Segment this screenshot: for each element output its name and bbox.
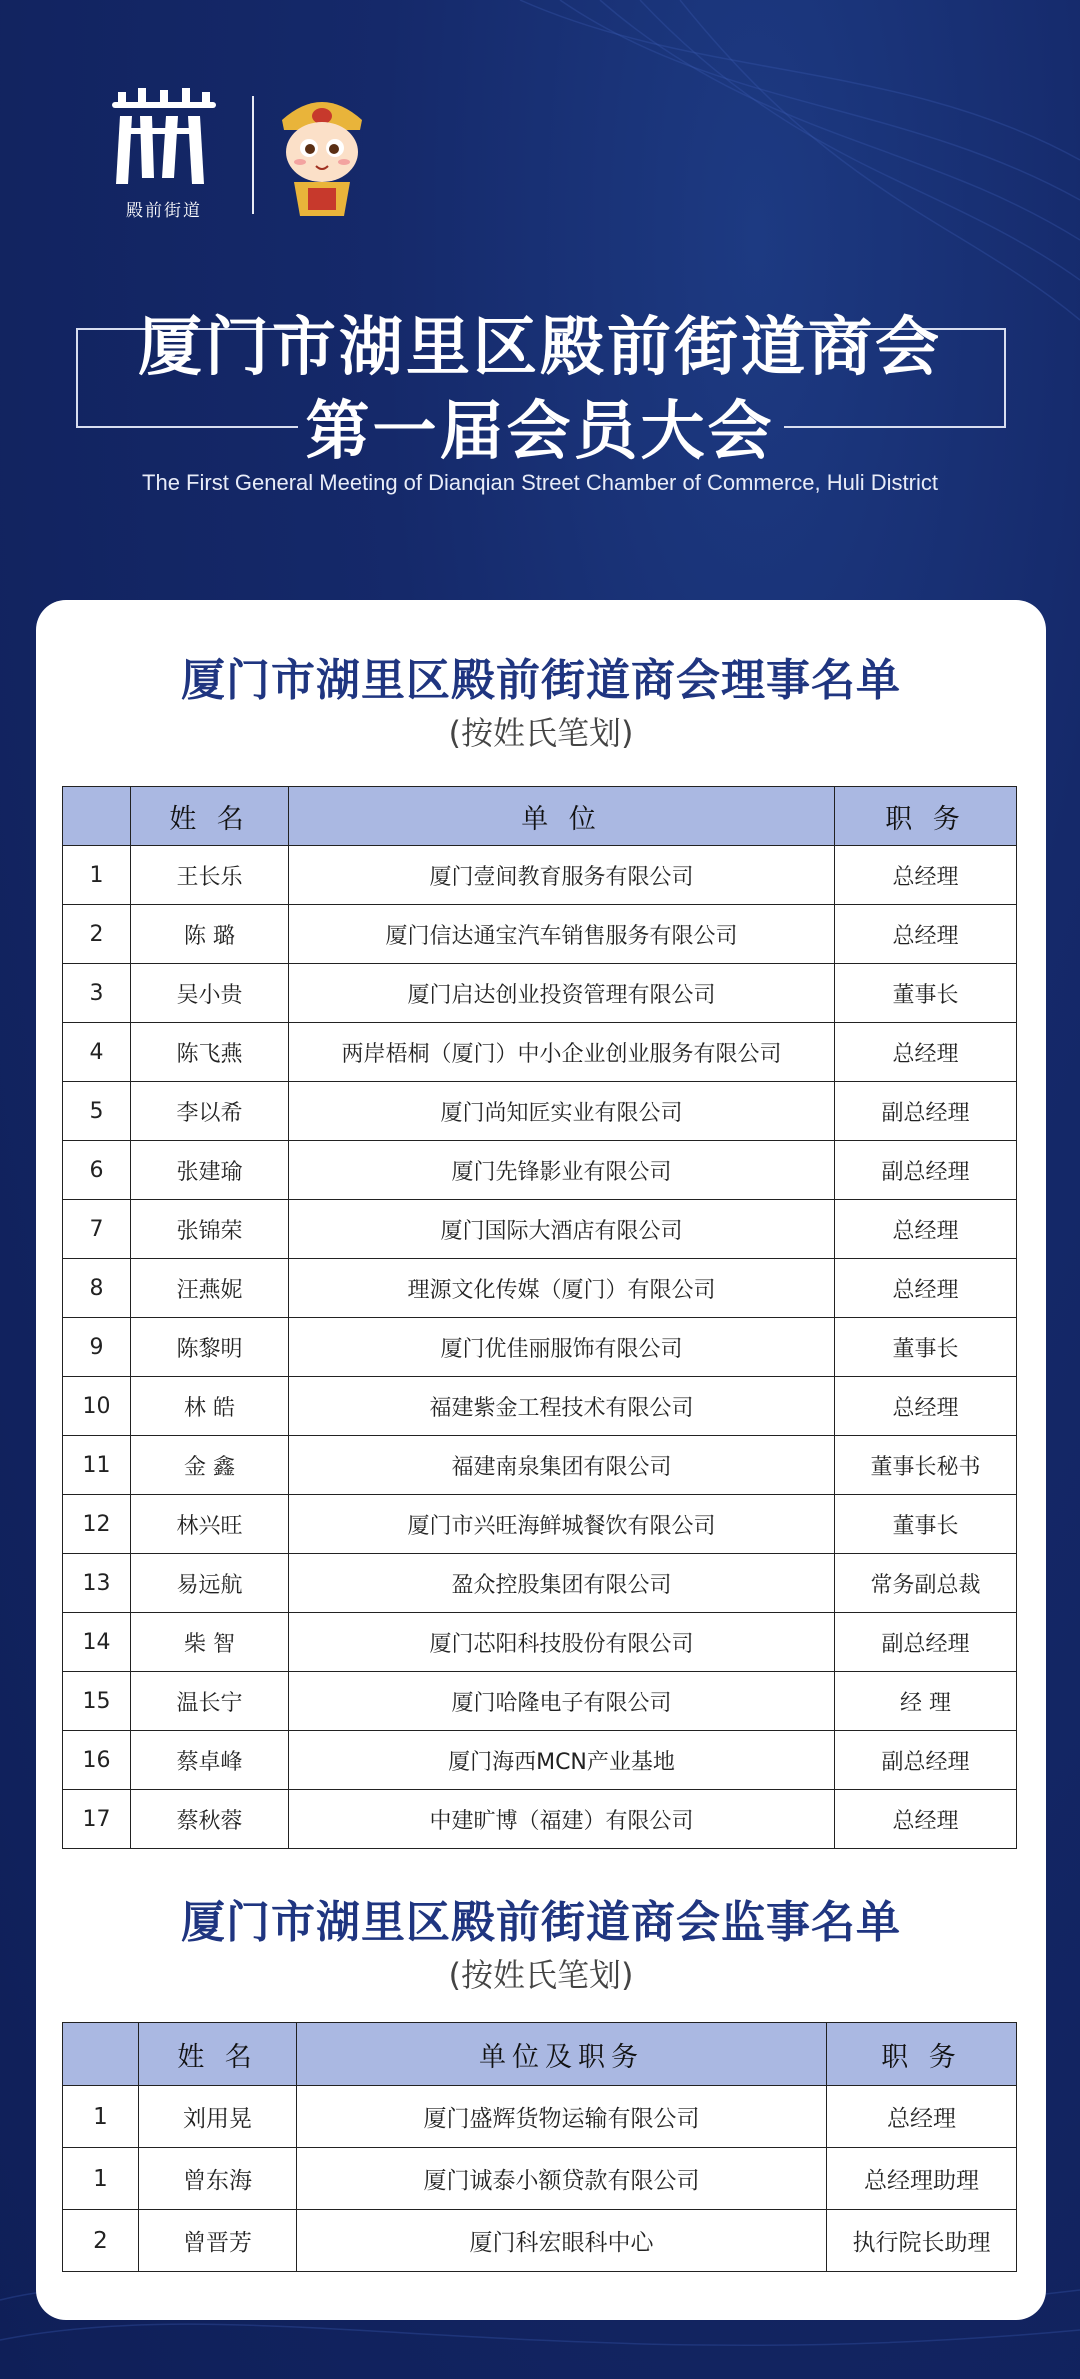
mascot-icon — [272, 90, 372, 220]
table-row — [63, 2148, 1017, 2210]
member-role: 经 理 — [835, 1672, 1017, 1731]
member-organization: 厦门国际大酒店有限公司 — [289, 1200, 835, 1259]
member-organization: 厦门先锋影业有限公司 — [289, 1141, 835, 1200]
member-organization: 厦门启达创业投资管理有限公司 — [289, 964, 835, 1023]
row-index: 3 — [63, 964, 131, 1023]
table-row — [63, 1731, 1017, 1790]
logo-divider — [252, 96, 254, 214]
member-name: 温长宁 — [131, 1672, 289, 1731]
column-header-organization: 单 位 — [289, 787, 835, 846]
row-index: 2 — [63, 2210, 139, 2272]
member-organization: 厦门信达通宝汽车销售服务有限公司 — [289, 905, 835, 964]
supervisors-list-subtitle: (按姓氏笔划) — [448, 1956, 634, 1994]
member-role: 副总经理 — [835, 1613, 1017, 1672]
member-organization: 中建旷博（福建）有限公司 — [289, 1790, 835, 1849]
member-name: 王长乐 — [131, 846, 289, 905]
member-organization: 厦门优佳丽服饰有限公司 — [289, 1318, 835, 1377]
row-index: 1 — [63, 2148, 139, 2210]
table-row — [63, 1436, 1017, 1495]
column-header-name: 姓 名 — [131, 787, 289, 846]
member-name: 刘用晃 — [139, 2086, 297, 2148]
row-index: 10 — [63, 1377, 131, 1436]
member-role: 副总经理 — [835, 1141, 1017, 1200]
member-organization: 福建紫金工程技术有限公司 — [289, 1377, 835, 1436]
page-title-line2: 第一届会员大会 — [305, 395, 775, 469]
row-index: 1 — [63, 846, 131, 905]
member-role: 副总经理 — [835, 1082, 1017, 1141]
member-organization: 厦门科宏眼科中心 — [297, 2210, 827, 2272]
table-row — [63, 1495, 1017, 1554]
table-row — [63, 1613, 1017, 1672]
member-role: 总经理 — [835, 905, 1017, 964]
member-role: 总经理 — [835, 846, 1017, 905]
member-name: 陈飞燕 — [131, 1023, 289, 1082]
logo-text: 殿前街道 — [126, 201, 202, 221]
member-name: 曾东海 — [139, 2148, 297, 2210]
member-organization: 厦门市兴旺海鲜城餐饮有限公司 — [289, 1495, 835, 1554]
table-row — [63, 1377, 1017, 1436]
directors-list-subtitle: (按姓氏笔划) — [448, 714, 634, 752]
member-name: 汪燕妮 — [131, 1259, 289, 1318]
member-role: 董事长 — [835, 1495, 1017, 1554]
member-name: 张锦荣 — [131, 1200, 289, 1259]
page-subtitle-english: The First General Meeting of Dianqian Street Chamber of Commerce, Huli District — [142, 470, 938, 495]
row-index: 12 — [63, 1495, 131, 1554]
member-organization: 厦门盛辉货物运输有限公司 — [297, 2086, 827, 2148]
table-row — [63, 1672, 1017, 1731]
member-name: 林 皓 — [131, 1377, 289, 1436]
column-header-name: 姓 名 — [139, 2023, 297, 2086]
member-organization: 厦门诚泰小额贷款有限公司 — [297, 2148, 827, 2210]
supervisors-list-title: 厦门市湖里区殿前街道商会监事名单 — [181, 1897, 901, 1948]
column-header-role: 职 务 — [827, 2023, 1017, 2086]
member-role: 总经理 — [835, 1377, 1017, 1436]
row-index: 8 — [63, 1259, 131, 1318]
page-title-line1: 厦门市湖里区殿前街道商会 — [138, 311, 942, 385]
row-index: 9 — [63, 1318, 131, 1377]
table-row — [63, 1141, 1017, 1200]
member-role: 总经理 — [827, 2086, 1017, 2148]
member-organization: 盈众控股集团有限公司 — [289, 1554, 835, 1613]
member-name: 蔡卓峰 — [131, 1731, 289, 1790]
roster-card — [36, 600, 1046, 2320]
table-header-row — [63, 787, 1017, 846]
member-name: 柴 智 — [131, 1613, 289, 1672]
table-row — [63, 1082, 1017, 1141]
table-row — [63, 2086, 1017, 2148]
member-organization: 两岸梧桐（厦门）中小企业创业服务有限公司 — [289, 1023, 835, 1082]
row-index: 6 — [63, 1141, 131, 1200]
member-name: 金 鑫 — [131, 1436, 289, 1495]
member-organization: 厦门尚知匠实业有限公司 — [289, 1082, 835, 1141]
column-header-role: 职 务 — [835, 787, 1017, 846]
column-header-organization: 单位及职务 — [297, 2023, 827, 2086]
directors-list-title: 厦门市湖里区殿前街道商会理事名单 — [181, 655, 901, 706]
gate-logo-icon — [108, 88, 220, 188]
member-organization: 厦门壹间教育服务有限公司 — [289, 846, 835, 905]
row-index: 1 — [63, 2086, 139, 2148]
row-index: 13 — [63, 1554, 131, 1613]
member-name: 张建瑜 — [131, 1141, 289, 1200]
member-organization: 厦门海西MCN产业基地 — [289, 1731, 835, 1790]
member-name: 陈 璐 — [131, 905, 289, 964]
member-role: 总经理 — [835, 1200, 1017, 1259]
row-index: 14 — [63, 1613, 131, 1672]
member-organization: 理源文化传媒（厦门）有限公司 — [289, 1259, 835, 1318]
table-row — [63, 1790, 1017, 1849]
member-name: 吴小贵 — [131, 964, 289, 1023]
row-index: 15 — [63, 1672, 131, 1731]
member-organization: 厦门哈隆电子有限公司 — [289, 1672, 835, 1731]
table-row — [63, 1259, 1017, 1318]
member-organization: 福建南泉集团有限公司 — [289, 1436, 835, 1495]
row-index: 7 — [63, 1200, 131, 1259]
member-role: 董事长 — [835, 1318, 1017, 1377]
member-name: 林兴旺 — [131, 1495, 289, 1554]
row-index: 11 — [63, 1436, 131, 1495]
member-name: 易远航 — [131, 1554, 289, 1613]
column-header-index — [63, 2023, 139, 2086]
directors-table — [62, 786, 1017, 1849]
member-name: 李以希 — [131, 1082, 289, 1141]
table-row — [63, 905, 1017, 964]
table-row — [63, 846, 1017, 905]
row-index: 2 — [63, 905, 131, 964]
dianqian-logo — [108, 88, 220, 221]
supervisors-table — [62, 2022, 1017, 2272]
member-role: 常务副总裁 — [835, 1554, 1017, 1613]
row-index: 5 — [63, 1082, 131, 1141]
member-name: 陈黎明 — [131, 1318, 289, 1377]
member-role: 总经理 — [835, 1259, 1017, 1318]
member-role: 执行院长助理 — [827, 2210, 1017, 2272]
member-role: 董事长秘书 — [835, 1436, 1017, 1495]
member-role: 董事长 — [835, 964, 1017, 1023]
row-index: 4 — [63, 1023, 131, 1082]
member-name: 蔡秋蓉 — [131, 1790, 289, 1849]
header — [0, 0, 1080, 600]
member-organization: 厦门芯阳科技股份有限公司 — [289, 1613, 835, 1672]
member-name: 曾晋芳 — [139, 2210, 297, 2272]
member-role: 总经理 — [835, 1023, 1017, 1082]
table-row — [63, 1554, 1017, 1613]
column-header-index — [63, 787, 131, 846]
row-index: 17 — [63, 1790, 131, 1849]
member-role: 总经理助理 — [827, 2148, 1017, 2210]
table-row — [63, 1023, 1017, 1082]
table-row — [63, 1200, 1017, 1259]
table-row — [63, 964, 1017, 1023]
row-index: 16 — [63, 1731, 131, 1790]
table-header-row — [63, 2023, 1017, 2086]
table-row — [63, 2210, 1017, 2272]
table-row — [63, 1318, 1017, 1377]
member-role: 副总经理 — [835, 1731, 1017, 1790]
member-role: 总经理 — [835, 1790, 1017, 1849]
